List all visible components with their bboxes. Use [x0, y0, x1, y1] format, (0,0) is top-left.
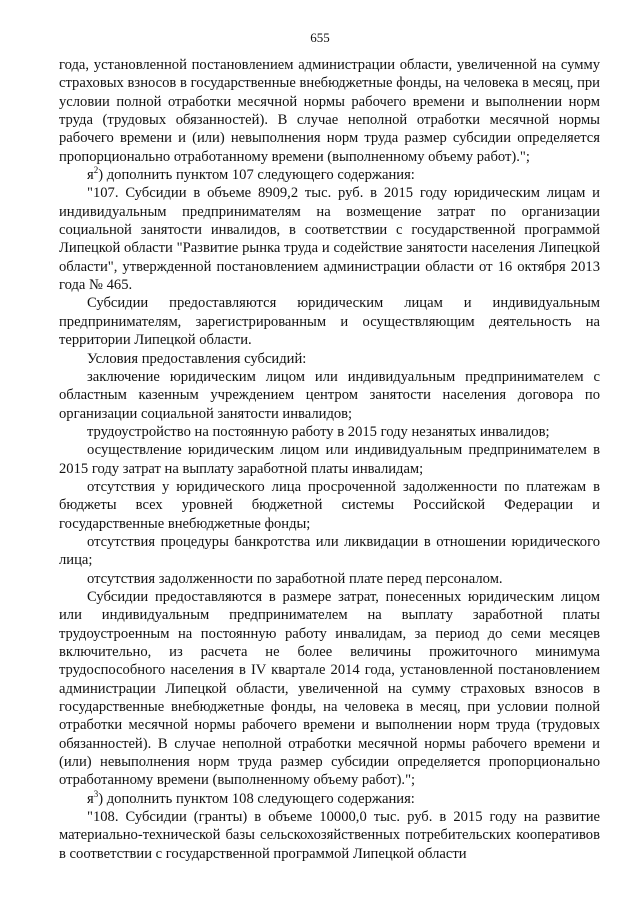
paragraph-recipients: Субсидии предоставляются юридическим лицам и индивидуальным предпринимателям, зарегистрированным и осуществляющим деятельность на территории Липецкой области.: [59, 295, 600, 349]
paragraph-item-107: "107. Субсидии в объеме 8909,2 тыс. руб. в 2015 году юридическим лицам и индивидуальным предпринимателям на возмещение затрат по организации социальной занятости инвалидов, в соответствии с государственной программой Липецкой области "Развитие рынка труда и содействие занятости населения Липецкой области", утвержденной постановлением администрации области от 16 октября 2013 года № 465.: [59, 185, 600, 294]
paragraph-conditions-heading: Условия предоставления субсидий:: [87, 350, 307, 367]
paragraph-amendment-107: $я^2$) дополнить пунктом 107 следующего содержания:: [87, 165, 415, 184]
paragraph-condition-no-debt: отсутствия у юридического лица просроченной задолженности по платежам в бюджеты всех уровней бюджетной системы Российской Федерации и государственные внебюджетные фонды;: [59, 478, 600, 532]
paragraph-amendment-108: $я^3$) дополнить пунктом 108 следующего содержания:: [87, 788, 415, 807]
document-body: [59, 56, 600, 863]
paragraph-subsidy-amount: Субсидии предоставляются в размере затрат, понесенных юридическим лицом или индивидуальным предпринимателем на выплату заработной платы трудоустроенным на постоянную работу инвалидам, за период до семи месяцев включительно, из расчета не более величины прожиточного минимума трудоспособного населения в IV квартале 2014 года, установленной постановлением администрации Липецкой области, увеличенной на сумму страховых взносов в государственные внебюджетные фонды, на человека в месяц, при условии полной отработки месячной нормы рабочего времени и выполнении норм труда (трудовых обязанностей). В случае неполной отработки месячной нормы рабочего времени и (или) невыполнения норм труда размер субсидии определяется пропорционально отработанному времени (выполненному объему работ).";: [59, 588, 600, 789]
paragraph-item-108: "108. Субсидии (гранты) в объеме 10000,0 тыс. руб. в 2015 году на развитие материально-технической базы сельскохозяйственных потребительских кооперативов в соответствии с государственной программой Липецкой области: [59, 809, 600, 862]
paragraph-condition-wages: осуществление юридическим лицом или индивидуальным предпринимателем в 2015 году затрат на выплату заработной платы инвалидам;: [59, 442, 600, 477]
paragraph-condition-no-bankruptcy: отсутствия процедуры банкротства или ликвидации в отношении юридического лица;: [59, 533, 600, 569]
paragraph-continuation: года, установленной постановлением администрации области, увеличенной на сумму страховых взносов в государственные внебюджетные фонды, на человека в месяц, при условии полной отработки месячной нормы рабочего времени и выполнении норм труда (трудовых обязанностей). В случае неполной отработки месячной нормы рабочего времени и (или) невыполнения норм труда размер субсидии определяется пропорционально отработанному времени (выполненному объему работ).";: [59, 57, 600, 165]
paragraph-condition-no-wage-debt: отсутствия задолженности по заработной плате перед персоналом.: [87, 570, 503, 587]
paragraph-condition-employment: трудоустройство на постоянную работу в 2015 году незанятых инвалидов;: [87, 423, 550, 440]
paragraph-condition-contract: заключение юридическим лицом или индивидуальным предпринимателем с областным казенным учреждением центром занятости населения договора по организации социальной занятости инвалидов;: [59, 368, 600, 422]
page-number: 655: [310, 30, 330, 45]
